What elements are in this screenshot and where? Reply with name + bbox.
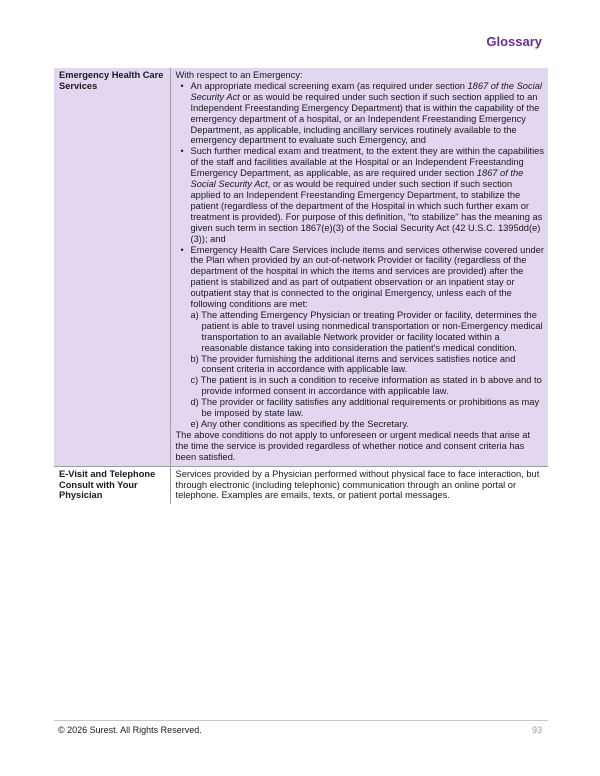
- bullet-text: Emergency Health Care Services include items and services otherwise covered under the Plan when provided by an out-of-network Provider or facility (regardless of the department of the hospital in which the items and services are provided) after the patient is stabilized and as part of outpatient observation or an inpatient stay or outpatient stay that is connected to the original Emergency, unless each of the following conditions are met:: [190, 244, 544, 310]
- definition-bullet-list: [176, 81, 545, 430]
- footer-copyright: © 2026 Surest. All Rights Reserved.: [58, 725, 202, 735]
- legal-citation: 1867 of the Social Security Act: [190, 80, 542, 102]
- page-header-title: Glossary: [486, 34, 542, 49]
- glossary-definition: Services provided by a Physician performed without physical face to face interaction, but through electronic (including telephonic) communication through an online portal or telephone. Examples are emails, texts, or patient portal messages.: [175, 468, 540, 501]
- condition-item: d) The provider or facility satisfies any additional requirements or prohibitions as may be imposed by state law.: [190, 397, 540, 419]
- definition-bullet: [191, 146, 545, 244]
- condition-item: a) The attending Emergency Physician or treating Provider or facility, determines the patient is able to travel using nonmedical transportation or non-Emergency medical transportation to an available Network provider or facility located within a reasonable distance taking into consideration the patient's medical condition.: [190, 309, 543, 353]
- page-number: 93: [531, 725, 542, 735]
- glossary-term: Emergency Health Care Services: [54, 68, 170, 466]
- footer-divider: [54, 720, 548, 721]
- glossary-term: E-Visit and Telephone Consult with Your Physician: [54, 466, 170, 504]
- condition-item: e) Any other conditions as specified by the Secretary.: [190, 419, 409, 429]
- bullet-text: An appropriate medical screening exam (as required under section: [190, 80, 468, 91]
- glossary-row-emergency-health-care-services: [54, 68, 548, 466]
- definition-bullet: [191, 245, 545, 430]
- legal-citation: 1867 of the Social Security Act: [190, 168, 524, 190]
- glossary-definition: [170, 68, 548, 466]
- definition-intro: With respect to an Emergency:: [175, 70, 303, 80]
- glossary-table: [54, 68, 548, 504]
- condition-item: b) The provider furnishing the additional items and services satisfies notice and consent criteria in accordance with applicable law.: [190, 353, 516, 375]
- glossary-row-e-visit: [54, 466, 548, 504]
- definition-bullet: [191, 81, 545, 146]
- bullet-text: or as would be required under such section if such section applied to an Independent Freestanding Emergency Department) that is within the capability of the emergency department of a hospital, or an Independent Freestanding Emergency Department, as applicable, including ancillary services routinely available to the emergency department to evaluate such Emergency, and: [190, 91, 540, 146]
- condition-item: c) The patient is in such a condition to receive information as stated in b above and to provide informed consent in accordance with applicable law.: [190, 375, 542, 397]
- bullet-text: Such further medical exam and treatment, to the extent they are within the capabilities of the staff and facilities available at the Hospital or an Independent Freestanding Emergency Department, as applicable, as are required under section: [190, 146, 544, 179]
- bullet-text: , or as would be required under such section if such section applied to an Independent Freestanding Emergency Department, to stabilize the patient (regardless of the department of the Hospital in which such further exam or treatment is provided). For purpose of this definition, "to stabilize" has the meaning as given such term in section 1867(e)(3) of the Social Security Act (42 U.S.C. 1395dd(e)(3)); and: [190, 179, 543, 244]
- conditions-list: [191, 310, 545, 430]
- definition-closing: The above conditions do not apply to unforeseen or urgent medical needs that arise at the time the service is provided regardless of whether notice and consent criteria has been satisfied.: [175, 429, 531, 462]
